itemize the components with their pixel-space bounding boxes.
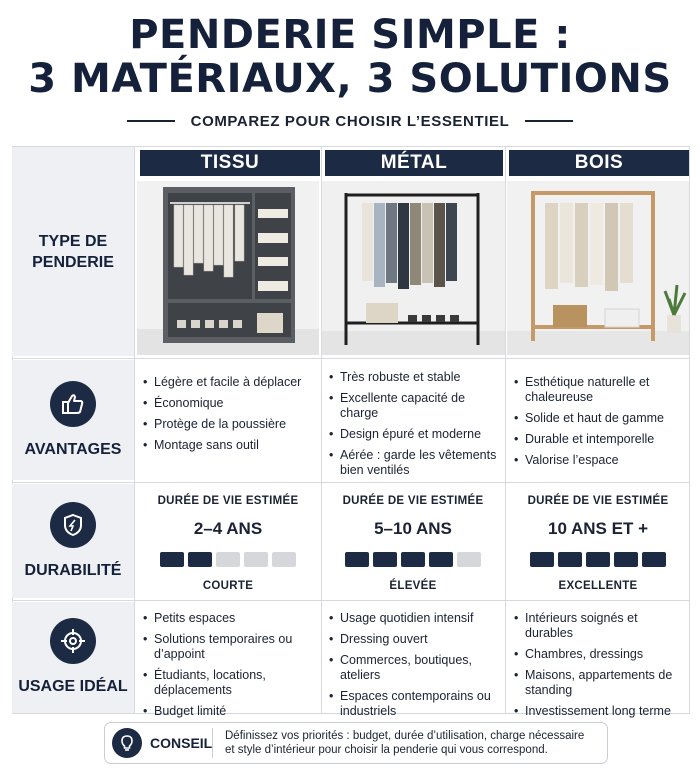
list-item: • Investissement long terme	[514, 704, 686, 719]
row-label-usage-text: USAGE IDÉAL	[18, 678, 128, 695]
list-item: • Très robuste et stable	[329, 370, 501, 385]
meter-block-filled	[614, 552, 638, 567]
durabilite-level: EXCELLENTE	[558, 580, 638, 592]
durabilite-meter	[137, 552, 319, 567]
list-item: • Espaces contemporains ou industriels	[329, 689, 501, 719]
row-label-type-text: TYPE DE PENDERIE	[32, 232, 114, 271]
avantages-list-metal	[329, 370, 501, 484]
list-item: • Maisons, appartements de standing	[514, 668, 686, 698]
list-item: • Design épuré et moderne	[329, 427, 501, 442]
durabilite-bois	[507, 486, 689, 592]
meter-block-filled	[642, 552, 666, 567]
meter-block-filled	[373, 552, 397, 567]
column-header-tissu: TISSU	[140, 150, 320, 176]
usage-list-bois	[514, 611, 686, 725]
list-item: • Protège de la poussière	[143, 417, 319, 432]
col-divider	[134, 146, 135, 714]
list-item: • Légère et facile à déplacer	[143, 375, 319, 390]
durabilite-value: 10 ANS ET +	[548, 519, 648, 538]
divider-right	[525, 120, 573, 122]
row-label-usage	[12, 602, 134, 713]
durabilite-level: ÉLEVÉE	[389, 580, 437, 592]
meter-block-filled	[401, 552, 425, 567]
list-item: • Excellente capacité de charge	[329, 391, 501, 421]
row-label-avantages	[12, 360, 134, 480]
divider-left	[127, 120, 175, 122]
meter-block-filled	[530, 552, 554, 567]
list-item: • Petits espaces	[143, 611, 319, 626]
column-header-metal: MÉTAL	[325, 150, 503, 176]
row-label-durabilite	[12, 484, 134, 598]
meter-block-filled	[429, 552, 453, 567]
conseil-title: CONSEIL	[150, 735, 213, 751]
metal-rack-image	[322, 181, 505, 355]
meter-block-filled	[345, 552, 369, 567]
row-divider	[12, 600, 690, 601]
column-header-bois: BOIS	[509, 150, 689, 176]
list-item: • Aérée : garde les vêtements bien ventilés	[329, 448, 501, 478]
meter-block-filled	[188, 552, 212, 567]
list-item: • Usage quotidien intensif	[329, 611, 501, 626]
target-icon	[50, 618, 96, 664]
list-item: • Solide et haut de gamme	[514, 411, 686, 426]
meter-block-empty	[216, 552, 240, 567]
durabilite-tissu	[137, 486, 319, 592]
list-item: • Étudiants, locations, déplacements	[143, 668, 319, 698]
usage-list-metal	[329, 611, 501, 725]
row-label-type	[12, 147, 134, 356]
thumbs-up-icon	[50, 381, 96, 427]
conseil-text: Définissez vos priorités : budget, durée d’utilisation, charge nécessaire et style d’intérieur pour choisir la penderie qui vous correspond.	[225, 730, 585, 756]
list-item: • Économique	[143, 396, 319, 411]
list-item: • Solutions temporaires ou d’appoint	[143, 632, 319, 662]
durabilite-caption: DURÉE DE VIE ESTIMÉE	[527, 495, 669, 507]
durabilite-metal	[322, 486, 504, 592]
conseil-box	[104, 722, 608, 764]
page-title-line-2: 3 MATÉRIAUX, 3 SOLUTIONS	[28, 56, 672, 102]
list-item: • Budget limité	[143, 704, 319, 719]
durabilite-meter	[507, 552, 689, 567]
meter-block-empty	[272, 552, 296, 567]
meter-block-empty	[457, 552, 481, 567]
usage-list-tissu	[143, 611, 319, 725]
list-item: • Intérieurs soignés et durables	[514, 611, 686, 641]
durabilite-caption: DURÉE DE VIE ESTIMÉE	[157, 495, 299, 507]
durabilite-caption: DURÉE DE VIE ESTIMÉE	[342, 495, 484, 507]
list-item: • Esthétique naturelle et chaleureuse	[514, 375, 686, 405]
list-item: • Commerces, boutiques, ateliers	[329, 653, 501, 683]
durabilite-value: 2–4 ANS	[193, 519, 263, 538]
meter-block-empty	[244, 552, 268, 567]
list-item: • Chambres, dressings	[514, 647, 686, 662]
meter-block-filled	[160, 552, 184, 567]
list-item: • Dressing ouvert	[329, 632, 501, 647]
subtitle-text: COMPAREZ POUR CHOISIR L’ESSENTIEL	[190, 112, 510, 130]
avantages-list-tissu	[143, 375, 319, 459]
durabilite-level: COURTE	[202, 580, 254, 592]
avantages-list-bois	[514, 375, 686, 474]
meter-block-filled	[586, 552, 610, 567]
fabric-wardrobe-image	[137, 181, 319, 355]
subtitle	[0, 110, 700, 132]
col-divider	[505, 146, 506, 714]
list-item: • Valorise l’espace	[514, 453, 686, 468]
durabilite-value: 5–10 ANS	[374, 519, 452, 538]
conseil-divider	[212, 728, 213, 758]
wood-rack-image	[507, 181, 689, 355]
page-title-line-1: PENDERIE SIMPLE :	[129, 12, 571, 58]
durabilite-meter	[322, 552, 504, 567]
list-item: • Montage sans outil	[143, 438, 319, 453]
shield-icon	[50, 502, 96, 548]
row-divider	[12, 358, 690, 359]
row-label-avantages-text: AVANTAGES	[24, 440, 122, 458]
meter-block-filled	[558, 552, 582, 567]
lightbulb-icon	[112, 728, 142, 758]
list-item: • Durable et intemporelle	[514, 432, 686, 447]
row-label-durabilite-text: DURABILITÉ	[24, 561, 122, 579]
